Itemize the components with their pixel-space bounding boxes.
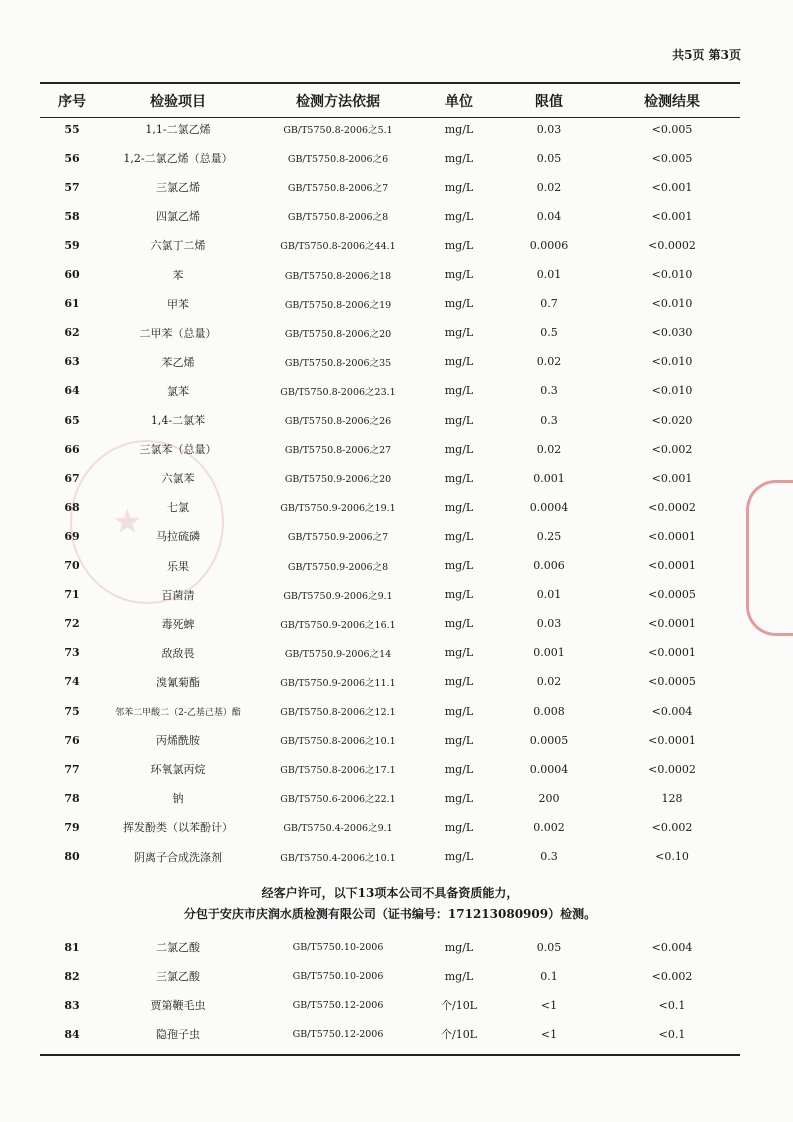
row-limit: 0.0004: [529, 500, 569, 514]
row-result: <0.004: [651, 940, 693, 954]
row-limit: <1: [540, 1027, 558, 1041]
row-unit: mg/L: [444, 820, 474, 834]
row-item: 甲苯: [167, 297, 189, 311]
row-index: 62: [64, 326, 80, 340]
table-row: [40, 119, 740, 139]
row-item: 马拉硫磷: [156, 530, 200, 544]
row-index: 69: [64, 529, 80, 543]
table-row: [40, 937, 740, 957]
row-method: GB/T5750.9-2006之19.1: [280, 503, 396, 515]
table-row: [40, 701, 740, 721]
row-limit: 0.02: [536, 442, 562, 456]
row-index: 67: [64, 471, 80, 485]
row-limit: 0.02: [536, 675, 562, 689]
row-result: <0.0001: [648, 529, 696, 543]
row-index: 59: [64, 238, 80, 252]
table-row: [40, 410, 740, 430]
row-index: 75: [64, 704, 80, 718]
row-unit: mg/L: [444, 646, 474, 660]
row-item: 钠: [172, 792, 184, 806]
row-index: 55: [64, 122, 80, 136]
row-result: <0.1: [658, 998, 686, 1012]
row-method: GB/T5750.12-2006: [292, 999, 384, 1011]
row-method: GB/T5750.10-2006: [292, 941, 384, 953]
row-item: 隐孢子虫: [156, 1028, 200, 1042]
row-result: <0.001: [651, 209, 693, 223]
row-item: 邻苯二甲酸二（2-乙基己基）酯: [115, 707, 241, 718]
row-limit: 0.001: [533, 471, 565, 485]
table-row: [40, 995, 740, 1015]
row-item: 敌敌畏: [161, 646, 195, 660]
row-index: 57: [64, 180, 80, 194]
row-limit: 0.01: [536, 268, 562, 281]
table-row: [40, 847, 740, 867]
row-item: 三氯乙酸: [156, 970, 200, 984]
row-item: 三氯乙烯: [156, 181, 200, 195]
row-limit: 0.3: [540, 384, 558, 398]
row-limit: 0.002: [533, 820, 565, 834]
row-result: <0.004: [651, 704, 693, 718]
table-row: [40, 556, 740, 576]
row-limit: 0.03: [536, 617, 562, 631]
row-index: 83: [64, 998, 80, 1012]
row-index: 58: [64, 209, 80, 223]
table-row: [40, 614, 740, 634]
row-index: 73: [64, 646, 80, 660]
row-index: 66: [64, 442, 80, 456]
row-item: 贾第鞭毛虫: [150, 999, 206, 1013]
row-index: 64: [64, 384, 80, 398]
row-result: <0.0002: [648, 238, 696, 252]
table-header-rule: [40, 117, 740, 118]
row-method: GB/T5750.8-2006之18: [284, 270, 392, 282]
table-row: [40, 352, 740, 372]
row-item: 六氯苯: [161, 472, 195, 486]
row-limit: 0.0005: [529, 733, 569, 747]
row-item: 苯: [172, 268, 184, 282]
table-row: [40, 672, 740, 692]
row-method: GB/T5750.8-2006之27: [284, 445, 392, 457]
table-row: [40, 468, 740, 488]
row-unit: mg/L: [444, 733, 474, 747]
row-limit: 0.01: [536, 588, 562, 602]
row-index: 60: [64, 268, 80, 281]
row-method: GB/T5750.8-2006之35: [284, 357, 392, 369]
row-index: 79: [64, 820, 80, 834]
row-index: 56: [64, 151, 80, 165]
row-item: 百菌清: [161, 588, 195, 602]
row-index: 80: [64, 850, 80, 863]
table-row: [40, 206, 740, 226]
row-limit: 0.05: [536, 151, 562, 165]
header-result: 检测结果: [644, 94, 700, 110]
row-index: 70: [64, 559, 80, 572]
row-method: GB/T5750.9-2006之11.1: [280, 677, 396, 689]
subcontract-note-detail: 分包于安庆市庆润水质检测有限公司（证书编号：171213080909）检测。: [183, 907, 597, 921]
row-unit: mg/L: [444, 122, 474, 136]
row-item: 环氧氯丙烷: [150, 763, 206, 777]
row-unit: mg/L: [444, 209, 474, 223]
table-row: [40, 381, 740, 401]
row-item: 乐果: [167, 559, 189, 573]
row-index: 72: [64, 617, 80, 631]
row-method: GB/T5750.8-2006之10.1: [280, 736, 396, 748]
row-method: GB/T5750.9-2006之9.1: [283, 590, 393, 602]
row-unit: mg/L: [444, 471, 474, 485]
row-method: GB/T5750.10-2006: [292, 970, 384, 982]
table-row: [40, 788, 740, 808]
row-item: 溴氰菊酯: [156, 675, 200, 689]
row-result: <0.0002: [648, 762, 696, 776]
row-unit: mg/L: [444, 355, 474, 369]
row-limit: 0.04: [536, 209, 562, 223]
header-method: 检测方法依据: [296, 94, 380, 110]
row-index: 65: [64, 413, 80, 427]
row-index: 63: [64, 355, 80, 369]
row-unit: mg/L: [444, 617, 474, 631]
row-unit: mg/L: [444, 529, 474, 543]
row-method: GB/T5750.8-2006之7: [287, 183, 389, 195]
row-result: <0.002: [651, 442, 693, 456]
page-number: 共5页 第3页: [672, 48, 741, 62]
row-result: <0.1: [658, 1027, 686, 1041]
header-limit: 限值: [535, 94, 563, 110]
row-item: 二甲苯（总量）: [139, 326, 217, 340]
row-unit: mg/L: [444, 442, 474, 456]
row-method: GB/T5750.8-2006之12.1: [280, 707, 396, 718]
edge-stamp: [746, 480, 793, 636]
row-limit: 0.0004: [529, 762, 569, 776]
table-bottom-rule: [40, 1054, 740, 1056]
row-unit: mg/L: [444, 850, 474, 863]
row-unit: mg/L: [444, 762, 474, 776]
row-method: GB/T5750.8-2006之19: [284, 299, 392, 311]
row-unit: mg/L: [444, 413, 474, 427]
row-limit: 0.7: [540, 297, 558, 311]
row-item: 苯乙烯: [161, 355, 195, 369]
row-item: 1,2-二氯乙烯（总量）: [123, 152, 233, 166]
row-result: <0.010: [651, 297, 693, 311]
row-method: GB/T5750.8-2006之17.1: [280, 765, 396, 777]
row-unit: mg/L: [444, 588, 474, 602]
row-method: GB/T5750.9-2006之16.1: [280, 619, 396, 631]
row-index: 68: [64, 500, 80, 514]
row-unit: mg/L: [444, 326, 474, 340]
row-unit: 个/10L: [440, 1028, 477, 1042]
row-method: GB/T5750.9-2006之7: [287, 532, 389, 544]
row-item: 挥发酚类（以苯酚计）: [123, 821, 233, 835]
row-method: GB/T5750.8-2006之20: [284, 328, 392, 340]
row-unit: mg/L: [444, 500, 474, 514]
row-item: 七氯: [167, 501, 189, 515]
row-unit: mg/L: [444, 969, 474, 983]
row-method: GB/T5750.6-2006之22.1: [280, 794, 396, 806]
row-item: 1,1-二氯乙烯: [145, 123, 211, 136]
row-limit: <1: [540, 998, 558, 1012]
table-header: [40, 86, 740, 116]
row-result: <0.0001: [648, 733, 696, 747]
row-unit: mg/L: [444, 238, 474, 252]
row-item: 阴离子合成洗涤剂: [134, 850, 222, 864]
row-result: <0.010: [651, 384, 693, 398]
table-top-rule: [40, 82, 740, 84]
row-item: 毒死蜱: [161, 617, 195, 631]
subcontract-note: 经客户许可，以下13项本公司不具备资质能力，: [261, 886, 519, 900]
row-unit: mg/L: [444, 559, 474, 572]
table-row: [40, 323, 740, 343]
row-method: GB/T5750.4-2006之10.1: [280, 852, 396, 864]
table-row: [40, 1024, 740, 1044]
row-method: GB/T5750.4-2006之9.1: [283, 823, 393, 835]
row-method: GB/T5750.8-2006之44.1: [280, 241, 396, 253]
seal-stamp: [70, 440, 224, 604]
row-limit: 0.03: [536, 122, 562, 136]
row-limit: 0.008: [533, 704, 565, 718]
table-row: [40, 439, 740, 459]
row-limit: 0.02: [536, 180, 562, 194]
row-result: <0.002: [651, 969, 693, 983]
row-item: 六氯丁二烯: [150, 239, 206, 253]
header-index: 序号: [58, 94, 86, 110]
row-unit: mg/L: [444, 704, 474, 718]
row-method: GB/T5750.9-2006之14: [284, 648, 392, 660]
row-unit: mg/L: [444, 268, 474, 281]
row-method: GB/T5750.8-2006之8: [287, 212, 389, 224]
row-limit: 200: [538, 791, 560, 805]
row-limit: 0.3: [540, 850, 558, 863]
row-unit: mg/L: [444, 791, 474, 805]
row-limit: 0.0006: [529, 238, 569, 252]
row-limit: 0.02: [536, 355, 562, 369]
row-unit: mg/L: [444, 384, 474, 398]
seal-star-icon: ★: [112, 502, 143, 542]
table-row: [40, 294, 740, 314]
table-row: [40, 966, 740, 986]
table-row: [40, 265, 740, 285]
row-index: 61: [64, 297, 80, 311]
row-result: <0.10: [655, 850, 689, 863]
row-unit: mg/L: [444, 151, 474, 165]
table-row: [40, 526, 740, 546]
row-limit: 0.006: [533, 559, 565, 572]
row-unit: mg/L: [444, 675, 474, 689]
table-row: [40, 643, 740, 663]
table-row: [40, 177, 740, 197]
row-result: <0.0002: [648, 500, 696, 514]
table-row: [40, 148, 740, 168]
header-item: 检验项目: [150, 94, 206, 110]
row-index: 78: [64, 791, 80, 805]
row-limit: 0.25: [536, 529, 562, 543]
row-method: GB/T5750.8-2006之26: [284, 416, 392, 427]
table-row: [40, 759, 740, 779]
row-result: <0.010: [651, 355, 693, 369]
row-limit: 0.05: [536, 940, 562, 954]
row-result: <0.030: [651, 326, 693, 340]
row-limit: 0.1: [540, 969, 558, 983]
row-method: GB/T5750.8-2006之6: [287, 154, 389, 166]
row-item: 丙烯酰胺: [156, 734, 200, 748]
row-unit: mg/L: [444, 940, 474, 954]
row-item: 1,4-二氯苯: [150, 414, 206, 427]
row-method: GB/T5750.9-2006之8: [287, 561, 389, 573]
row-method: GB/T5750.12-2006: [292, 1028, 384, 1040]
header-unit: 单位: [445, 94, 473, 110]
row-result: <0.0005: [648, 588, 696, 602]
row-result: <0.0005: [648, 675, 696, 689]
row-result: <0.0001: [648, 617, 696, 631]
row-result: <0.005: [651, 122, 693, 136]
row-result: <0.0001: [648, 559, 696, 572]
row-item: 三氯苯（总量）: [139, 443, 217, 457]
row-limit: 0.5: [540, 326, 558, 340]
row-unit: 个/10L: [440, 999, 477, 1013]
row-method: GB/T5750.8-2006之23.1: [280, 386, 396, 398]
table-row: [40, 497, 740, 517]
row-unit: mg/L: [444, 297, 474, 311]
row-method: GB/T5750.9-2006之20: [284, 474, 392, 486]
row-item: 氯苯: [167, 384, 189, 398]
row-index: 71: [64, 588, 80, 602]
row-result: <0.020: [651, 413, 693, 427]
row-index: 84: [64, 1027, 80, 1041]
row-index: 77: [64, 762, 80, 776]
row-result: <0.005: [651, 151, 693, 165]
row-index: 76: [64, 733, 80, 747]
row-limit: 0.001: [533, 646, 565, 660]
row-item: 四氯乙烯: [156, 210, 200, 224]
row-index: 82: [64, 969, 80, 983]
row-result: <0.002: [651, 820, 693, 834]
row-result: 128: [661, 791, 683, 805]
table-row: [40, 585, 740, 605]
row-result: <0.001: [651, 471, 693, 485]
table-row: [40, 817, 740, 837]
row-result: <0.0001: [648, 646, 696, 660]
table-row: [40, 730, 740, 750]
row-unit: mg/L: [444, 180, 474, 194]
row-index: 81: [64, 940, 80, 954]
row-result: <0.010: [651, 268, 693, 281]
row-result: <0.001: [651, 180, 693, 194]
row-index: 74: [64, 675, 80, 689]
row-method: GB/T5750.8-2006之5.1: [283, 125, 393, 136]
row-limit: 0.3: [540, 413, 558, 427]
row-item: 二氯乙酸: [156, 941, 200, 954]
table-row: [40, 235, 740, 255]
